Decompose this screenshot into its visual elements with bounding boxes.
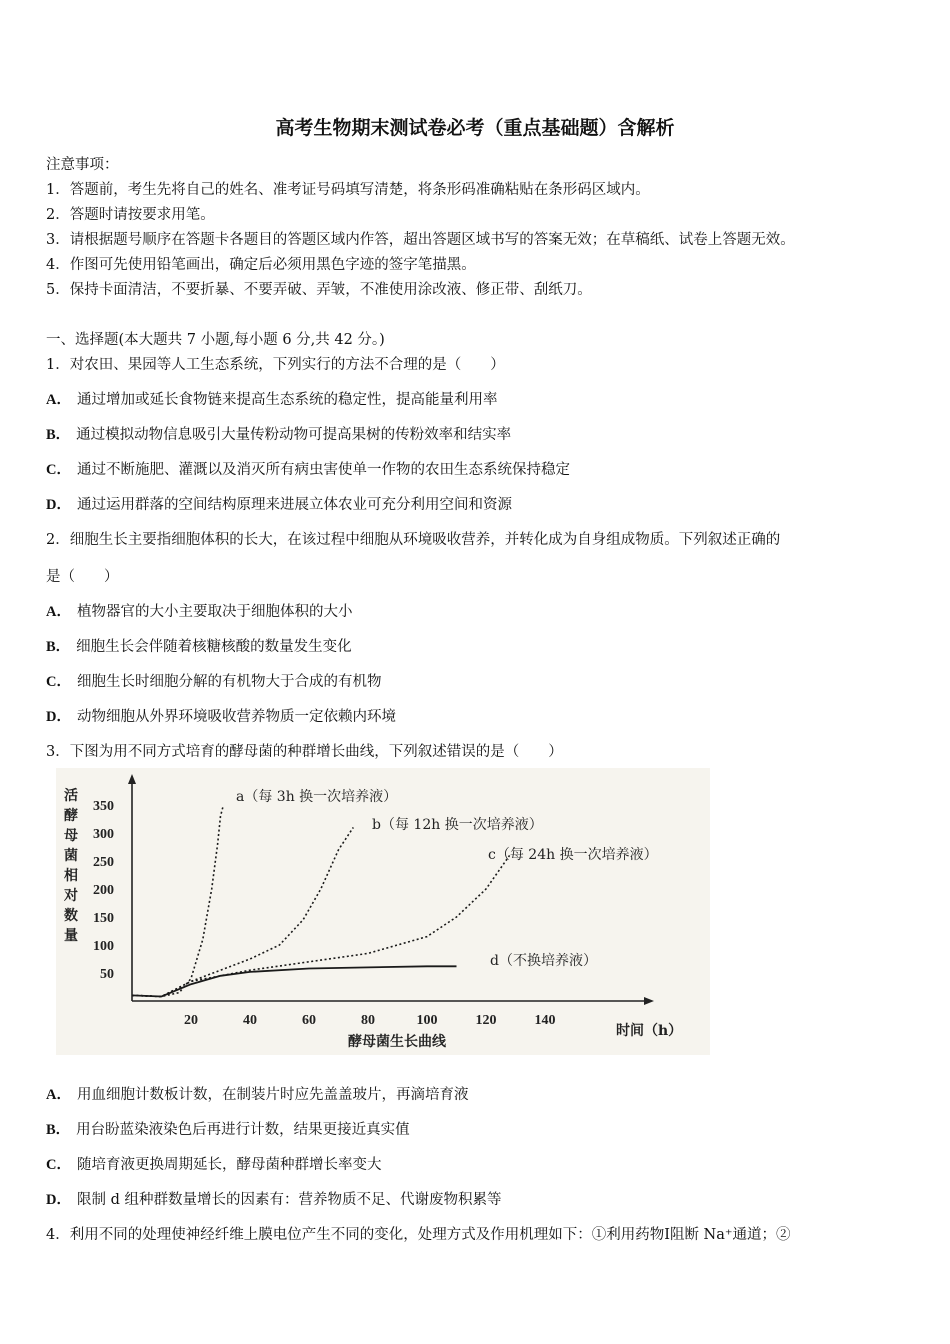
x-ticks <box>184 1013 556 1028</box>
notice-heading: 注意事项： <box>46 157 119 173</box>
y-axis-label-char: 数 <box>64 908 78 924</box>
notice-item: 5．保持卡面清洁，不要折暴、不要弄破、弄皱，不准使用涂改液、修正带、刮纸刀。 <box>46 282 592 298</box>
y-ticks <box>93 799 114 982</box>
y-tick-label: 250 <box>93 855 114 870</box>
x-tick-label: 100 <box>416 1013 438 1028</box>
question-3-stem: 3．下图为用不同方式培育的酵母菌的种群增长曲线，下列叙述错误的是（ ） <box>46 744 563 760</box>
question-2-option-a: A． 植物器官的大小主要取决于细胞体积的大小 <box>46 604 353 620</box>
series-label: a（每 3h 换一次培养液） <box>236 789 398 805</box>
y-axis-arrow <box>128 774 136 784</box>
question-1-option-d: D． 通过运用群落的空间结构原理来进展立体农业可充分利用空间和资源 <box>46 497 512 513</box>
y-axis-label <box>63 787 78 944</box>
question-2-option-b: B． 细胞生长会伴随着核糖核酸的数量发生变化 <box>46 639 352 655</box>
y-tick-label: 100 <box>93 939 114 954</box>
question-2-option-c: C． 细胞生长时细胞分解的有机物大于合成的有机物 <box>46 674 382 690</box>
x-tick-label: 20 <box>184 1013 198 1028</box>
y-axis-label-char: 活 <box>64 788 78 804</box>
notice-item: 3．请根据题号顺序在答题卡各题目的答题区域内作答，超出答题区域书写的答案无效；在草稿纸、试卷上答题无效。 <box>46 232 795 248</box>
series-line <box>132 805 223 997</box>
y-axis-label-char: 对 <box>64 888 78 904</box>
question-1-option-c: C． 通过不断施肥、灌溉以及消灭所有病虫害使单一作物的农田生态系统保持稳定 <box>46 462 570 478</box>
question-3-option-a: A． 用血细胞计数板计数，在制装片时应先盖盖玻片，再滴培育液 <box>46 1087 469 1103</box>
x-axis-label: 时间（h） <box>616 1023 683 1039</box>
notice-item: 1．答题前，考生先将自己的姓名、准考证号码填写清楚，将条形码准确粘贴在条形码区域内。 <box>46 182 650 198</box>
x-tick-label: 120 <box>475 1013 497 1028</box>
series-label: d（不换培养液） <box>490 953 597 969</box>
y-axis-label-char: 量 <box>64 928 78 944</box>
y-axis-label-char: 菌 <box>64 848 78 864</box>
chart-svg <box>56 768 710 1055</box>
x-tick-label: 80 <box>361 1013 375 1028</box>
notice-item: 2．答题时请按要求用笔。 <box>46 207 215 223</box>
question-3-option-b: B． 用台盼蓝染液染色后再进行计数，结果更接近真实值 <box>46 1122 410 1138</box>
notice-item: 4．作图可先使用铅笔画出，确定后必须用黑色字迹的签字笔描黑。 <box>46 257 476 273</box>
yeast-growth-chart <box>56 768 710 1055</box>
question-1-option-a: A． 通过增加或延长食物链来提高生态系统的稳定性，提高能量利用率 <box>46 392 498 408</box>
x-tick-label: 40 <box>243 1013 257 1028</box>
question-3-option-c: C． 随培育液更换周期延长，酵母菌种群增长率变大 <box>46 1157 382 1173</box>
question-4-stem: 4．利用不同的处理使神经纤维上膜电位产生不同的变化，处理方式及作用机理如下：①利用药物Ⅰ阻断 Na⁺通道；② <box>46 1227 791 1243</box>
question-1-stem: 1．对农田、果园等人工生态系统，下列实行的方法不合理的是（ ） <box>46 357 505 373</box>
y-tick-label: 300 <box>93 827 114 842</box>
question-1-option-b: B． 通过模拟动物信息吸引大量传粉动物可提高果树的传粉效率和结实率 <box>46 427 512 443</box>
x-tick-label: 140 <box>534 1013 556 1028</box>
question-3-option-d: D． 限制 d 组种群数量增长的因素有：营养物质不足、代谢废物积累等 <box>46 1192 502 1208</box>
question-2-stem: 2．细胞生长主要指细胞体积的长大，在该过程中细胞从环境吸收营养，并转化成为自身组成物质。下列叙述正确的 <box>46 532 781 548</box>
question-2-option-d: D． 动物细胞从外界环境吸收营养物质一定依赖内环境 <box>46 709 396 725</box>
series-line <box>132 966 457 996</box>
series-label: c（每 24h 换一次培养液） <box>488 847 658 863</box>
page-title: 高考生物期末测试卷必考（重点基础题）含解析 <box>275 117 675 139</box>
chart-title: 酵母菌生长曲线 <box>348 1034 446 1050</box>
series-line <box>132 855 510 996</box>
series-line <box>132 827 353 996</box>
y-axis-label-char: 酵 <box>64 808 78 824</box>
section-heading: 一、选择题(本大题共 7 小题,每小题 6 分,共 42 分。) <box>46 332 385 348</box>
question-2-stem-cont: 是（ ） <box>46 569 119 585</box>
x-axis-arrow <box>644 997 654 1005</box>
y-tick-label: 200 <box>93 883 114 898</box>
series-group <box>132 788 658 997</box>
y-axis-label-char: 母 <box>64 828 78 844</box>
x-tick-label: 60 <box>302 1013 316 1028</box>
y-tick-label: 350 <box>93 799 114 814</box>
y-tick-label: 50 <box>100 967 114 982</box>
y-axis-label-char: 相 <box>64 868 78 884</box>
y-tick-label: 150 <box>93 911 114 926</box>
series-label: b（每 12h 换一次培养液） <box>372 817 543 833</box>
